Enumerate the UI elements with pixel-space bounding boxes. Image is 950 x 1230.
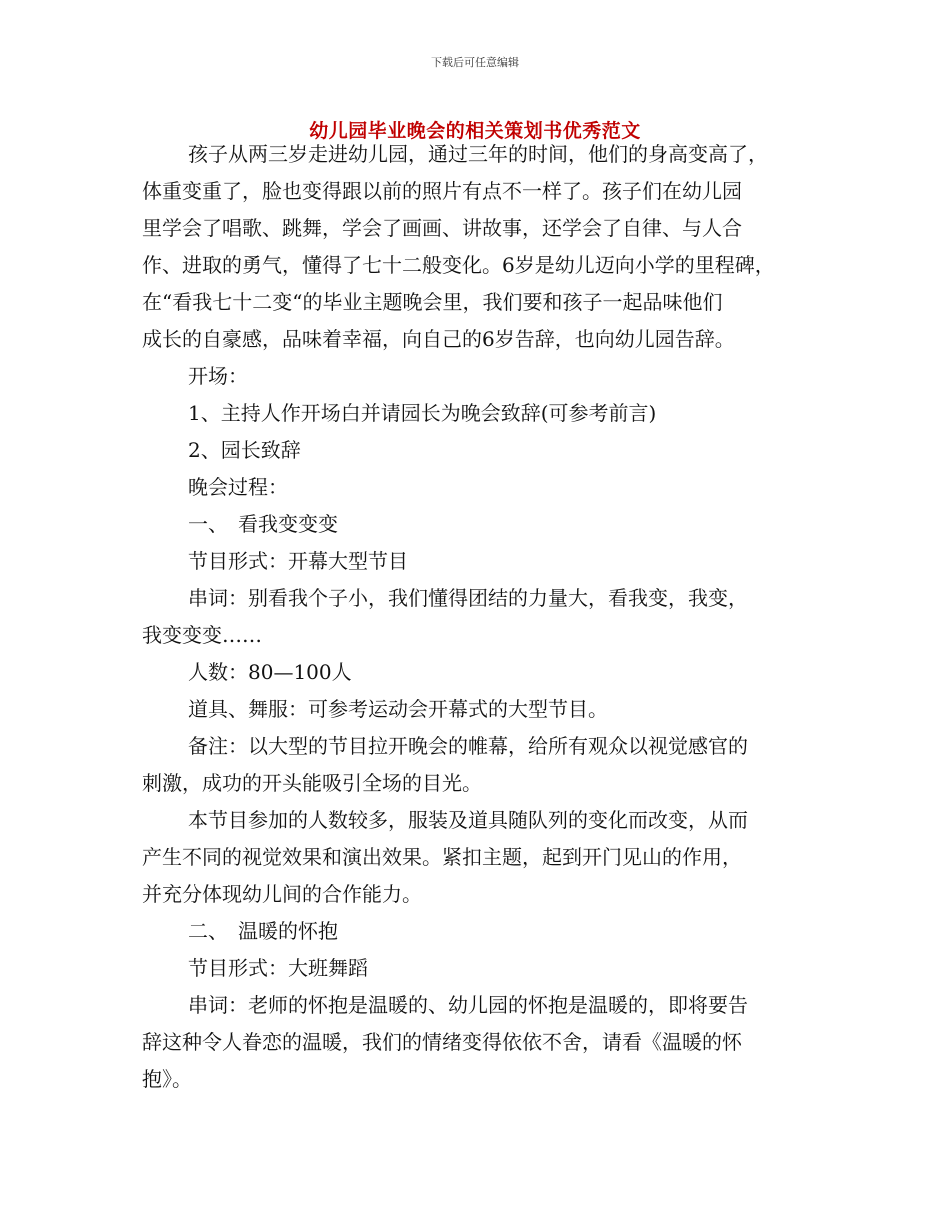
paragraph-line: 道具、舞服：可参考运动会开幕式的大型节目。 — [188, 697, 608, 721]
paragraph-line: 串词：别看我个子小，我们懂得团结的力量大，看我变，我变， — [188, 586, 748, 610]
document-title: 幼儿园毕业晚会的相关策划书优秀范文 — [309, 120, 641, 142]
paragraph-line: 里学会了唱歌、跳舞，学会了画画、讲故事，还学会了自律、与人合 — [142, 216, 742, 240]
paragraph-line: 本节目参加的人数较多，服装及道具随队列的变化而改变，从而 — [188, 808, 748, 832]
paragraph-line: 1、主持人作开场白并请园长为晚会致辞(可参考前言) — [188, 401, 657, 425]
paragraph-line: 节目形式：大班舞蹈 — [188, 956, 368, 980]
paragraph-line: 2、园长致辞 — [188, 438, 301, 462]
paragraph-line: 体重变重了，脸也变得跟以前的照片有点不一样了。孩子们在幼儿园 — [142, 179, 742, 203]
paragraph-line: 成长的自豪感，品味着幸福，向自己的6岁告辞，也向幼儿园告辞。 — [142, 327, 735, 351]
paragraph-line: 抱》。 — [142, 1067, 192, 1091]
paragraph-line: 在“看我七十二变“的毕业主题晚会里，我们要和孩子一起品味他们 — [142, 290, 723, 314]
paragraph-line: 备注：以大型的节目拉开晚会的帷幕，给所有观众以视觉感官的 — [188, 734, 748, 758]
paragraph-line: 刺激，成功的开头能吸引全场的目光。 — [142, 771, 482, 795]
paragraph-line: 我变变变…… — [142, 623, 262, 647]
paragraph-line: 并充分体现幼儿间的合作能力。 — [142, 882, 422, 906]
paragraph-line: 人数：80—100人 — [188, 660, 352, 684]
paragraph-line: 辞这种令人眷恋的温暖，我们的情绪变得依依不舍，请看《温暖的怀 — [142, 1030, 742, 1054]
paragraph-line: 产生不同的视觉效果和演出效果。紧扣主题，起到开门见山的作用， — [142, 845, 742, 869]
paragraph-line: 孩子从两三岁走进幼儿园，通过三年的时间，他们的身高变高了， — [188, 142, 768, 166]
paragraph-line: 节目形式：开幕大型节目 — [188, 549, 408, 573]
paragraph-line: 二、 温暖的怀抱 — [188, 919, 338, 943]
document-body — [142, 136, 822, 1098]
paragraph-line: 一、 看我变变变 — [188, 512, 338, 536]
header-note: 下载后可任意编辑 — [431, 56, 519, 69]
paragraph-line: 开场： — [188, 364, 248, 388]
paragraph-line: 串词：老师的怀抱是温暖的、幼儿园的怀抱是温暖的，即将要告 — [188, 993, 748, 1017]
paragraph-line: 作、进取的勇气，懂得了七十二般变化。6岁是幼儿迈向小学的里程碑， — [142, 253, 775, 277]
paragraph-line: 晚会过程： — [188, 475, 288, 499]
